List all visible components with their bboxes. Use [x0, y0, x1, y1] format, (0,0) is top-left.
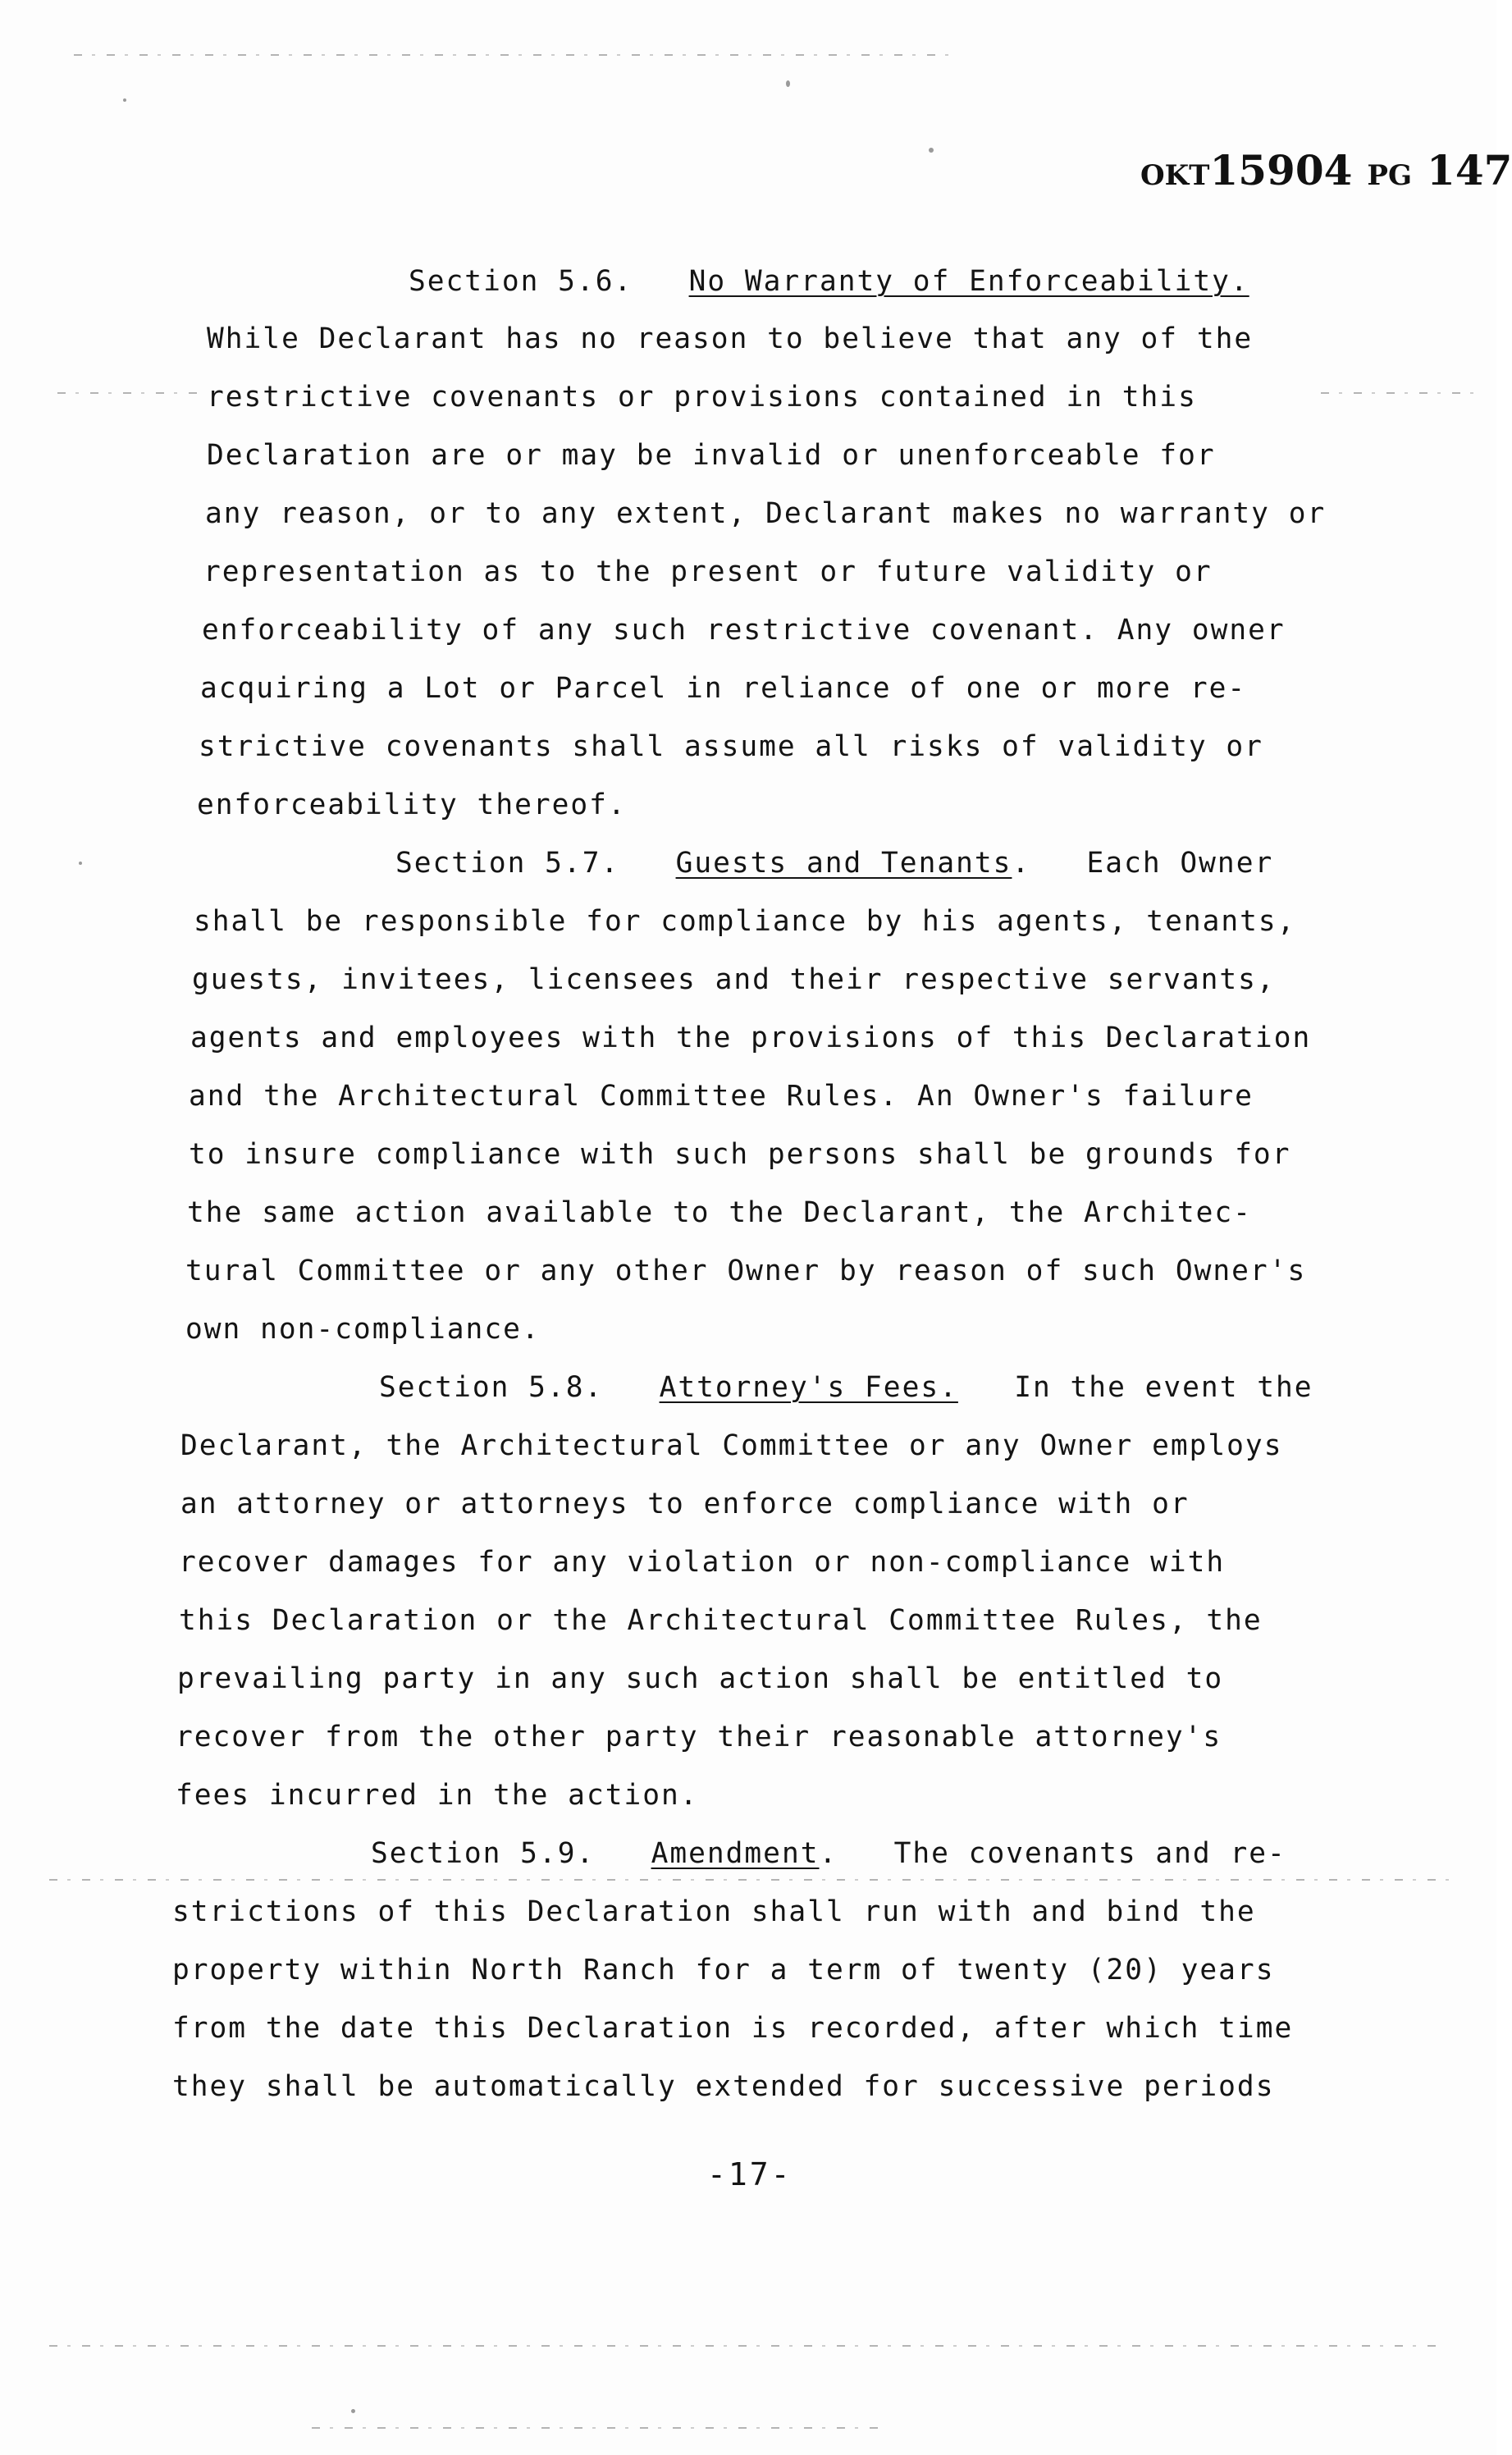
text-line: While Declarant has no reason to believe that any of the — [207, 322, 1254, 355]
section-heading: Section 5.9. — [371, 1837, 596, 1870]
section-5-8-heading-line — [379, 1371, 1313, 1404]
text-line: from the date this Declaration is recorded, after which time — [172, 2012, 1294, 2045]
text-line: enforceability thereof. — [197, 789, 627, 821]
text-line: an attorney or attorneys to enforce compliance with or — [180, 1488, 1190, 1520]
scan-artifact — [351, 2409, 355, 2413]
scan-artifact — [74, 54, 960, 56]
text-line: acquiring a Lot or Parcel in reliance of one or more re- — [200, 672, 1247, 705]
book-prefix: OKT — [1140, 159, 1210, 192]
section-title: No Warranty of Enforceability. — [688, 265, 1249, 298]
text-line: own non-compliance. — [185, 1313, 541, 1346]
scan-artifact — [49, 2345, 1444, 2347]
scan-artifact — [123, 98, 126, 102]
section-title: Guests and Tenants — [675, 847, 1012, 880]
text-line: fees incurred in the action. — [176, 1779, 699, 1812]
text-line: strictions of this Declaration shall run with and bind the — [172, 1895, 1256, 1928]
text-line: to insure compliance with such persons shall be grounds for — [189, 1138, 1291, 1171]
text-line: strictive covenants shall assume all risks of validity or — [199, 730, 1263, 763]
scan-artifact — [57, 392, 197, 394]
recording-reference — [1140, 146, 1512, 194]
text-line: restrictive covenants or provisions contained in this — [207, 381, 1197, 414]
section-title: Amendment — [651, 1837, 820, 1870]
section-heading: Section 5.6. — [409, 265, 633, 298]
text-line: the same action available to the Declarant, the Architec- — [187, 1196, 1252, 1229]
scan-artifact — [49, 1879, 1460, 1881]
text-line: this Declaration or the Architectural Committee Rules, the — [179, 1604, 1263, 1637]
page-number: -17- — [707, 2156, 793, 2192]
text-line-rest: The covenants and re- — [893, 1837, 1286, 1870]
section-heading: Section 5.8. — [379, 1371, 604, 1404]
section-heading: Section 5.7. — [395, 847, 620, 880]
scan-artifact — [79, 862, 82, 865]
text-line-rest: Each Owner — [1086, 847, 1274, 880]
text-line: Declarant, the Architectural Committee or any Owner employs — [180, 1429, 1283, 1462]
scan-artifact — [312, 2427, 886, 2429]
text-line: recover from the other party their reasonable attorney's — [176, 1721, 1222, 1753]
scan-artifact — [1321, 392, 1477, 394]
text-line: representation as to the present or future validity or — [203, 555, 1213, 588]
scan-artifact — [786, 80, 790, 87]
scan-artifact — [929, 148, 934, 153]
text-line: enforceability of any such restrictive covenant. Any owner — [202, 614, 1286, 647]
page-number-stamp: 147 — [1427, 146, 1512, 194]
text-line: prevailing party in any such action shall be entitled to — [177, 1662, 1224, 1695]
section-5-9-heading-line: Section 5.9. Amendment. The covenants and re- — [371, 1837, 1286, 1870]
text-line: recover damages for any violation or non-compliance with — [179, 1546, 1226, 1579]
text-line: property within North Ranch for a term of twenty (20) years — [172, 1954, 1275, 1986]
text-line: Declaration are or may be invalid or unenforceable for — [207, 439, 1216, 472]
section-5-6-heading-line — [409, 267, 1249, 296]
book-number: 15904 — [1209, 146, 1353, 194]
text-line: any reason, or to any extent, Declarant makes no warranty or — [205, 497, 1327, 530]
text-line: and the Architectural Committee Rules. An Owner's failure — [189, 1080, 1254, 1113]
text-line: agents and employees with the provisions of this Declaration — [190, 1022, 1312, 1054]
text-line: guests, invitees, licensees and their respective servants, — [192, 963, 1276, 996]
text-line: shall be responsible for compliance by his agents, tenants, — [194, 905, 1296, 938]
section-title: Attorney's Fees. — [659, 1371, 958, 1404]
text-line-rest: In the event the — [1014, 1371, 1313, 1404]
section-5-7-heading-line: Section 5.7. Guests and Tenants. Each Owner — [395, 847, 1274, 880]
text-line: they shall be automatically extended for successive periods — [172, 2070, 1275, 2103]
text-line: tural Committee or any other Owner by reason of such Owner's — [185, 1255, 1307, 1287]
page-prefix: PG — [1367, 159, 1413, 192]
